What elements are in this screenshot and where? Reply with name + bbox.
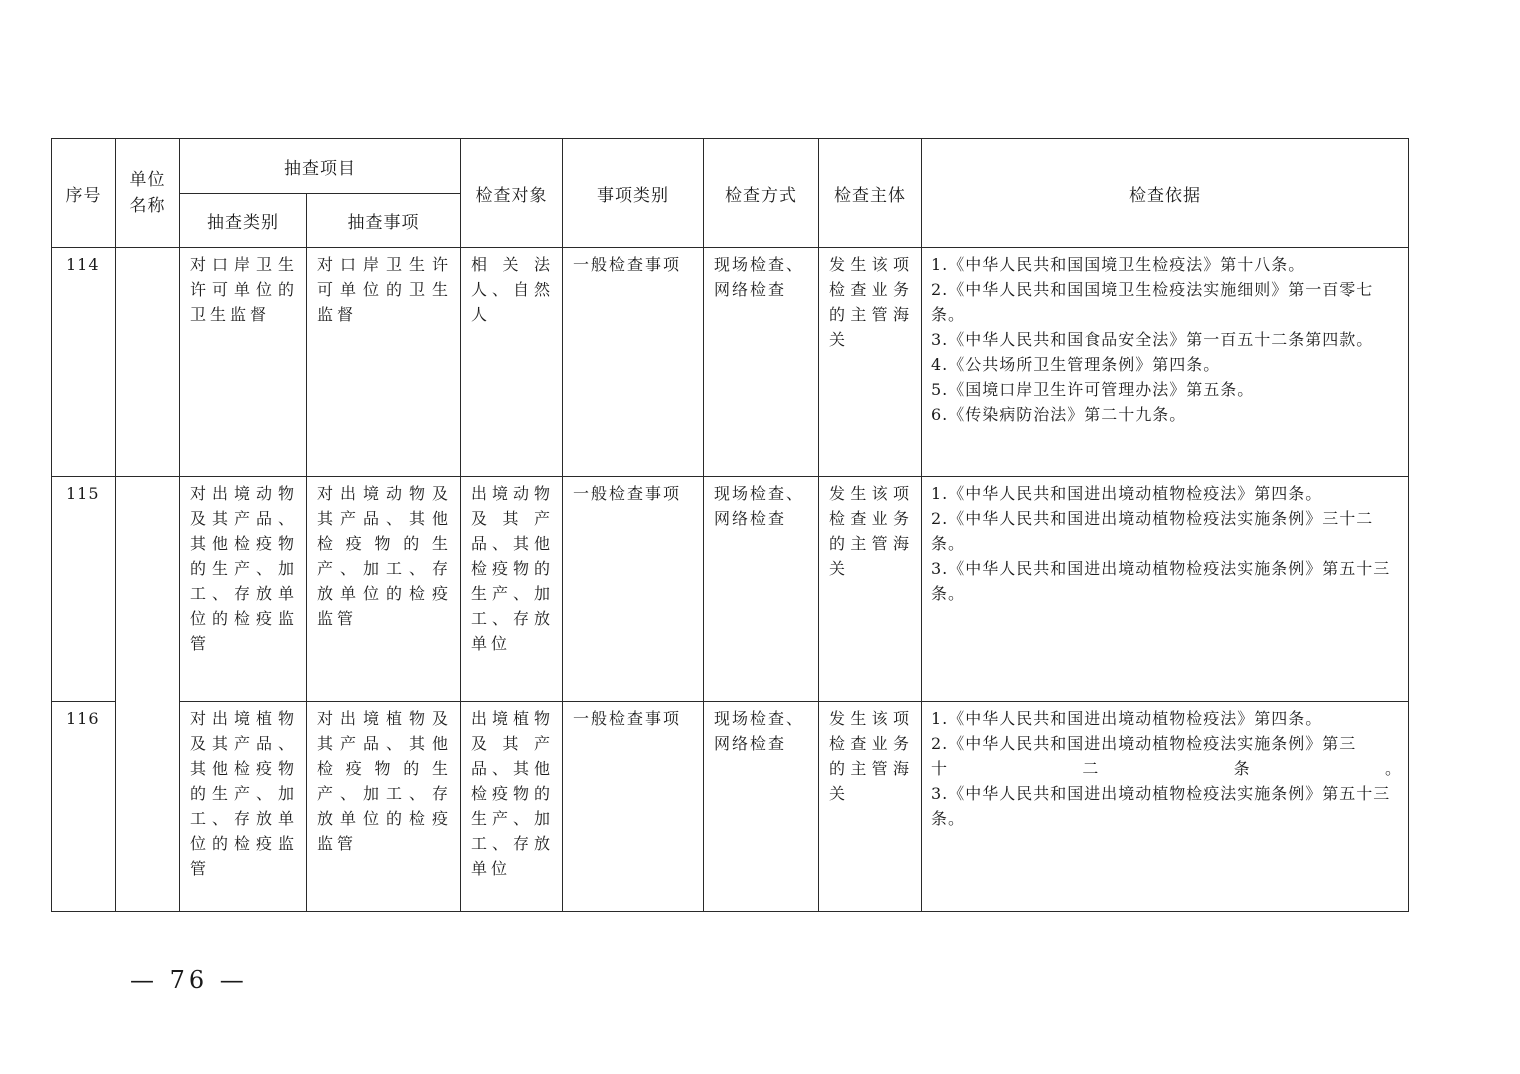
- cell-check-type: 对出境植物及其产品、其他检疫物的生产、加工、存放单位的检疫监管: [180, 702, 307, 912]
- basis-line: 1.《中华人民共和国国境卫生检疫法》第十八条。: [931, 255, 1306, 274]
- header-check-type: 抽查类别: [180, 194, 307, 248]
- cell-unit: [116, 477, 180, 912]
- cell-check-matter: 对口岸卫生许可单位的卫生监督: [307, 248, 461, 477]
- cell-method: 现场检查、网络检查: [704, 702, 819, 912]
- basis-line: 3.《中华人民共和国食品安全法》第一百五十二条第四款。: [931, 330, 1374, 349]
- cell-check-type: 对出境动物及其产品、其他检疫物的生产、加工、存放单位的检疫监管: [180, 477, 307, 702]
- cell-seq: 115: [52, 477, 116, 702]
- basis-line: 3.《中华人民共和国进出境动植物检疫法实施条例》第五十三条。: [931, 559, 1391, 603]
- basis-line: 5.《国境口岸卫生许可管理办法》第五条。: [931, 380, 1255, 399]
- page-number: — 76 —: [130, 966, 248, 994]
- cell-category: 一般检查事项: [563, 702, 704, 912]
- basis-line: 1.《中华人民共和国进出境动植物检疫法》第四条。: [931, 709, 1323, 728]
- header-check-items: 抽查项目: [180, 139, 461, 194]
- cell-unit: [116, 248, 180, 477]
- cell-method: 现场检查、网络检查: [704, 477, 819, 702]
- basis-line: 2.《中华人民共和国进出境动植物检疫法实施条例》第三: [931, 734, 1357, 753]
- table-row: [52, 477, 1409, 702]
- header-unit-label: 单位名称: [129, 170, 166, 216]
- basis-line: 6.《传染病防治法》第二十九条。: [931, 405, 1187, 424]
- header-seq: 序号: [52, 139, 116, 248]
- cell-category: 一般检查事项: [563, 477, 704, 702]
- cell-basis: [922, 248, 1409, 477]
- cell-check-matter: 对出境植物及其产品、其他检疫物的生产、加工、存放单位的检疫监管: [307, 702, 461, 912]
- basis-line: 2.《中华人民共和国国境卫生检疫法实施细则》第一百零七条。: [931, 280, 1374, 324]
- table-row: [52, 248, 1409, 477]
- header-subject: 检查主体: [819, 139, 922, 248]
- cell-basis: [922, 702, 1409, 912]
- header-check-matter: 抽查事项: [307, 194, 461, 248]
- cell-seq: 116: [52, 702, 116, 912]
- cell-target: 出境植物及其产品、其他检疫物的生产、加工、存放单位: [461, 702, 563, 912]
- cell-target: 相关法人、自然人: [461, 248, 563, 477]
- cell-target: 出境动物及其产品、其他检疫物的生产、加工、存放单位: [461, 477, 563, 702]
- basis-line: 十 二 条 。: [931, 759, 1402, 778]
- cell-method: 现场检查、网络检查: [704, 248, 819, 477]
- basis-line: 4.《公共场所卫生管理条例》第四条。: [931, 355, 1221, 374]
- cell-category: 一般检查事项: [563, 248, 704, 477]
- inspection-table: [51, 138, 1409, 912]
- header-basis: 检查依据: [922, 139, 1409, 248]
- header-category: 事项类别: [563, 139, 704, 248]
- header-target: 检查对象: [461, 139, 563, 248]
- header-unit: [116, 139, 180, 248]
- basis-line: 1.《中华人民共和国进出境动植物检疫法》第四条。: [931, 484, 1323, 503]
- cell-subject: 发生该项检查业务的主管海关: [819, 477, 922, 702]
- cell-subject: 发生该项检查业务的主管海关: [819, 248, 922, 477]
- cell-seq: 114: [52, 248, 116, 477]
- basis-line: 3.《中华人民共和国进出境动植物检疫法实施条例》第五十三条。: [931, 784, 1391, 828]
- cell-check-type: 对口岸卫生许可单位的卫生监督: [180, 248, 307, 477]
- cell-subject: 发生该项检查业务的主管海关: [819, 702, 922, 912]
- table-row: [52, 702, 1409, 912]
- cell-check-matter: 对出境动物及其产品、其他检疫物的生产、加工、存放单位的检疫监管: [307, 477, 461, 702]
- cell-basis: [922, 477, 1409, 702]
- basis-line: 2.《中华人民共和国进出境动植物检疫法实施条例》三十二条。: [931, 509, 1374, 553]
- header-method: 检查方式: [704, 139, 819, 248]
